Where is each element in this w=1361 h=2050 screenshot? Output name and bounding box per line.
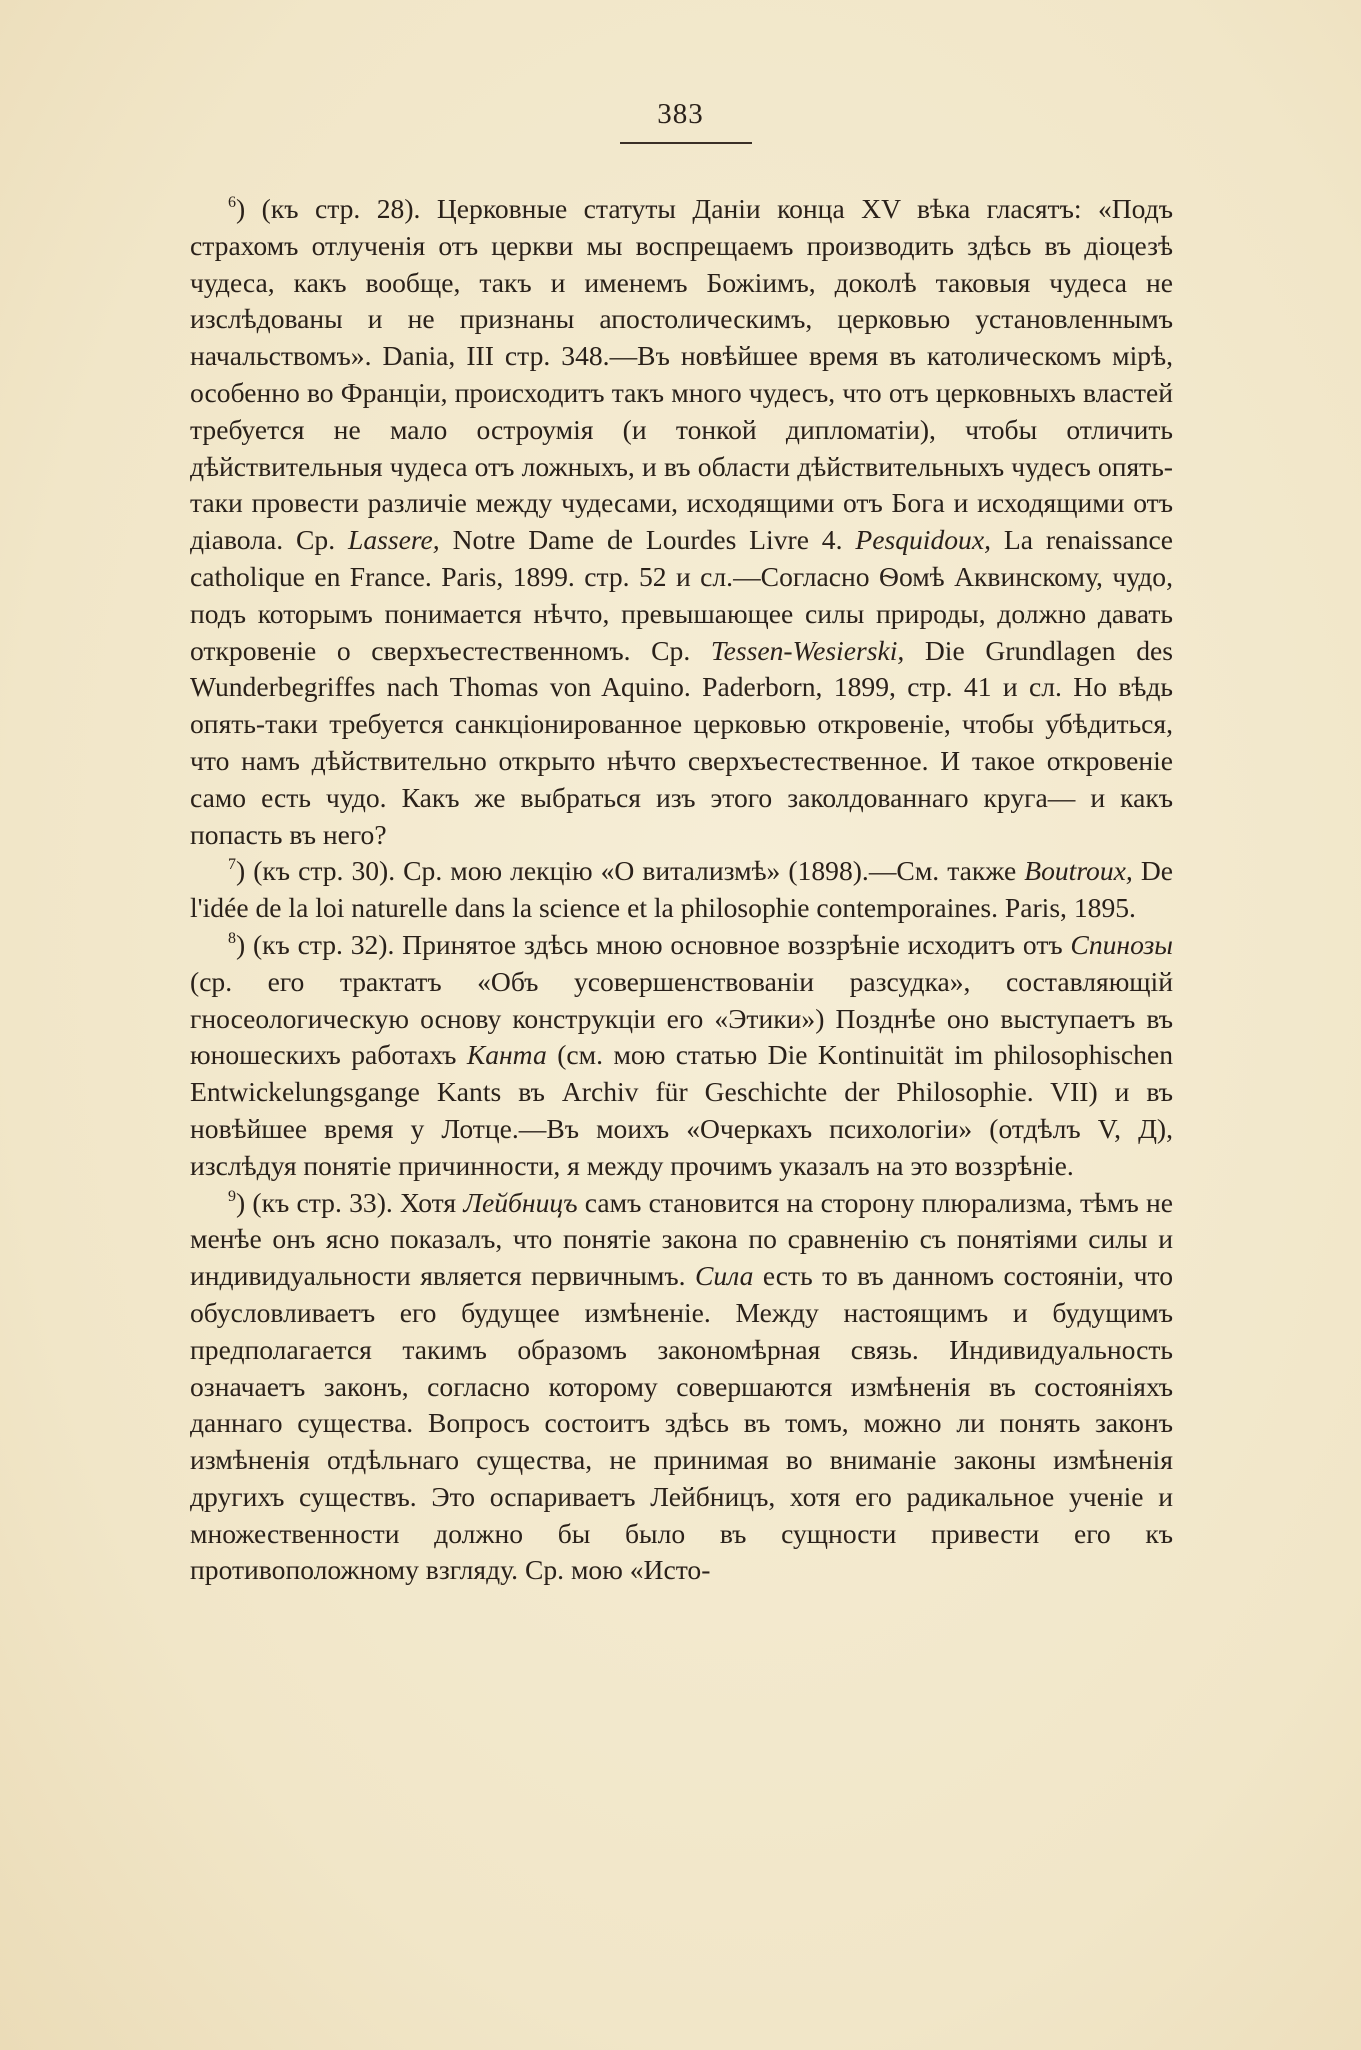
footnote-7: [190, 853, 1173, 927]
footnote-text: (см. мою статью Die Kontinuität im philosophischen Entwickelungsgange Kants въ Archiv für Geschichte der Philosophie. VII) и въ новѣйшее время у Лотце.—Въ моихъ «Очеркахъ психологіи» (отдѣлъ V, Д), изслѣдуя понятіе причинности, я между прочимъ указалъ на это воззрѣніе.: [190, 1039, 1173, 1181]
footnote-9: [190, 1185, 1173, 1590]
author-name: Boutroux,: [1024, 855, 1133, 887]
author-name: Pesquidoux,: [855, 524, 991, 556]
footnote-text: самъ становится на сторону плюрализма, тѣмъ не менѣе онъ ясно показалъ, что понятіе закона по сравненію съ понятіями силы и индивидуальности является первичнымъ.: [190, 1186, 1173, 1292]
footnote-6: [190, 191, 1173, 853]
footnotes-body: [190, 191, 1173, 1589]
footnote-8: [190, 927, 1173, 1185]
author-name: Tessen-Wesierski,: [710, 634, 905, 666]
footnote-text: De l'idée de la loi naturelle dans la science et la philosophie contemporaines. Paris, 1895.: [190, 855, 1173, 924]
footnote-text: ) (къ стр. 28). Церковные статуты Даніи конца XV вѣка гласятъ: «Подъ страхомъ отлученія отъ церкви мы воспрещаемъ производить здѣсь въ діоцезѣ чудеса, какъ вообще, такъ и именемъ Божіимъ, доколѣ таковыя чудеса не изслѣдованы и не признаны апостолическимъ, церковью установленнымъ начальствомъ». Dania, III стр. 348.—Въ новѣйшее время въ католическомъ мірѣ, особенно во Франціи, происходитъ такъ много чудесъ, что отъ церковныхъ властей требуется не мало остроумія (и тонкой дипломатіи), чтобы отличить дѣйствительныя чудеса отъ ложныхъ, и въ области дѣйствительныхъ чудесъ опять-таки провести различіе между чудесами, исходящими отъ Бога и исходящими отъ діавола. Ср.: [190, 193, 1173, 556]
footnote-text: (ср. его трактатъ «Объ усовершенствованіи разсудка», составляющій гносеологическую основу конструкціи его «Этики») Позднѣе оно выступаетъ въ юношескихъ работахъ: [190, 965, 1173, 1071]
footnote-text: ) (къ стр. 30). Ср. мою лекцію «О витализмѣ» (1898).—См. также: [236, 855, 1025, 887]
page-number-rule: [620, 142, 752, 144]
page-number: 383: [657, 98, 704, 130]
author-name: Lassere,: [347, 524, 440, 556]
author-name: Канта: [466, 1039, 547, 1071]
footnote-mark: 9: [228, 1187, 236, 1205]
footnote-text: La renaissance catholique en France. Paris, 1899. стр. 52 и сл.—Согласно Ѳомѣ Аквинскому, чудо, подъ которымъ понимается нѣчто, превышающее силы природы, должно давать откровеніе о сверхъестественномъ. Ср.: [190, 524, 1173, 666]
footnote-text: ) (къ стр. 33). Хотя: [236, 1186, 464, 1218]
emphasis-term: Сила: [695, 1260, 754, 1292]
footnote-mark: 7: [228, 856, 236, 874]
footnote-mark: 6: [228, 194, 236, 211]
footnote-text: Die Grundlagen des Wunderbegriffes nach Thomas von Aquino. Paderborn, 1899, стр. 41 и сл. Но вѣдь опять-таки требуется санкціонированное церковью откровеніе, чтобы убѣдиться, что намъ дѣйствительно открыто нѣчто сверхъестественное. И такое откровеніе само есть чудо. Какъ же выбраться изъ этого заколдованнаго круга— и какъ попасть въ него?: [190, 634, 1173, 850]
author-name: Лейбницъ: [463, 1186, 578, 1218]
footnote-text: Notre Dame de Lourdes Livre 4.: [439, 524, 856, 556]
footnote-mark: 8: [228, 929, 236, 947]
footnote-text: ) (къ стр. 32). Принятое здѣсь мною основное воззрѣніе исходитъ отъ: [236, 928, 1071, 960]
footnote-text: есть то въ данномъ состояніи, что обусловливаетъ его будущее измѣненіе. Между настоящимъ и будущимъ предполагается такимъ образомъ закономѣрная связь. Индивидуальность означаетъ законъ, согласно которому совершаются измѣненія въ состояніяхъ даннаго существа. Вопросъ состоитъ здѣсь въ томъ, можно ли понять законъ измѣненія отдѣльнаго существа, не принимая во вниманіе законы измѣненія другихъ существъ. Это оспариваетъ Лейбницъ, хотя его радикальное ученіе и множественности должно бы было въ сущности привести его къ противоположному взгляду. Ср. мою «Исто-: [190, 1260, 1174, 1586]
author-name: Спинозы: [1070, 928, 1173, 960]
